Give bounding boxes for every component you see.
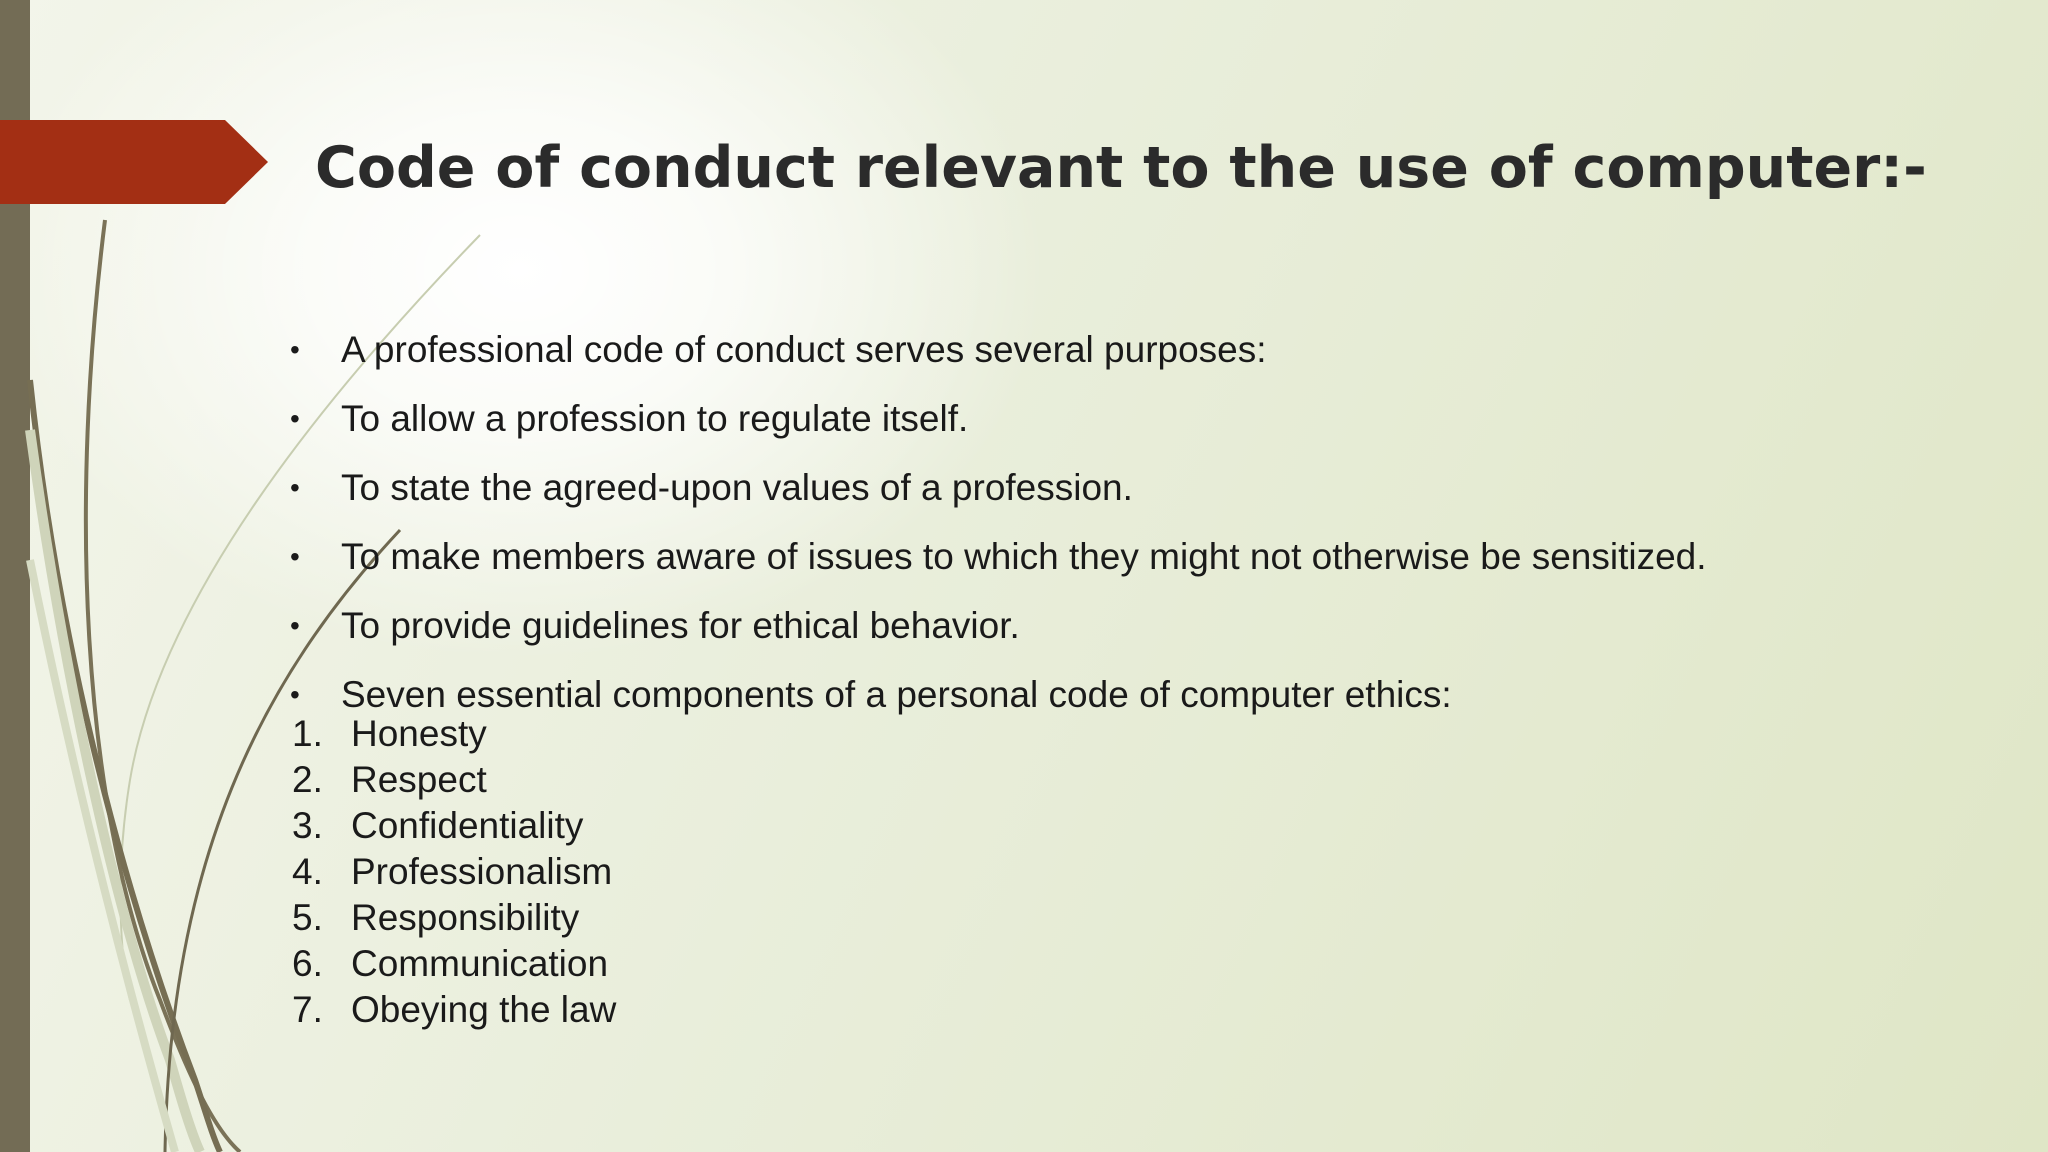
numbered-item (290, 711, 1990, 757)
bullet-item (290, 665, 1990, 715)
item-text: Responsibility (351, 897, 580, 938)
bullet-item (290, 389, 1990, 458)
bullet-text: To make members aware of issues to which they might not otherwise be sensitized. (341, 536, 1707, 577)
bullet-icon: • (290, 334, 300, 365)
item-number: 7. (292, 989, 323, 1030)
bullet-text: A professional code of conduct serves several purposes: (341, 329, 1267, 370)
bullet-icon: • (290, 610, 300, 641)
slide-content (290, 320, 1990, 1033)
bullet-text: To allow a profession to regulate itself. (341, 398, 969, 439)
slide-title: Code of conduct relevant to the use of computer:- (315, 135, 1927, 201)
bullet-icon: • (290, 541, 300, 572)
numbered-item (290, 757, 1990, 803)
numbered-item (290, 941, 1990, 987)
numbered-item (290, 849, 1990, 895)
item-number: 3. (292, 805, 323, 846)
bullet-list (290, 320, 1990, 715)
bullet-item (290, 320, 1990, 389)
title-arrow-accent (0, 120, 268, 204)
item-text: Respect (351, 759, 487, 800)
item-number: 6. (292, 943, 323, 984)
item-number: 2. (292, 759, 323, 800)
bullet-icon: • (290, 679, 300, 710)
curve-dark-main (86, 220, 240, 1152)
item-text: Professionalism (351, 851, 613, 892)
item-number: 5. (292, 897, 323, 938)
curve-light-left (30, 430, 200, 1152)
bullet-item (290, 527, 1990, 596)
bullet-icon: • (290, 472, 300, 503)
bullet-item (290, 596, 1990, 665)
bullet-item (290, 458, 1990, 527)
bullet-text: To provide guidelines for ethical behavior. (341, 605, 1020, 646)
numbered-item (290, 895, 1990, 941)
item-text: Confidentiality (351, 805, 584, 846)
item-number: 1. (292, 713, 323, 754)
bullet-text: To state the agreed-upon values of a profession. (341, 467, 1133, 508)
numbered-list (290, 711, 1990, 1033)
item-number: 4. (292, 851, 323, 892)
numbered-item (290, 803, 1990, 849)
bullet-text: Seven essential components of a personal code of computer ethics: (341, 674, 1452, 715)
item-text: Obeying the law (351, 989, 617, 1030)
item-text: Communication (351, 943, 609, 984)
item-text: Honesty (351, 713, 487, 754)
numbered-item (290, 987, 1990, 1033)
bullet-icon: • (290, 403, 300, 434)
curve-dark-left (30, 380, 220, 1152)
curve-light-sweep (30, 560, 175, 1152)
